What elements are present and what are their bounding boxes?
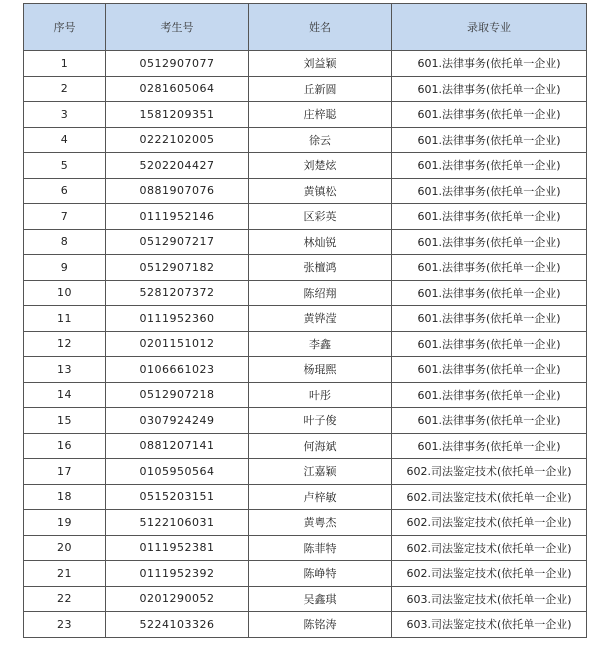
cell-seq: 19: [24, 510, 106, 536]
cell-seq: 8: [24, 229, 106, 255]
cell-major: 601.法律事务(依托单一企业): [392, 178, 587, 204]
table-row: [24, 408, 587, 434]
cell-seq: 2: [24, 76, 106, 102]
cell-exam-no: 0111952392: [106, 561, 249, 587]
cell-name: 陈铭涛: [249, 612, 392, 638]
cell-major: 601.法律事务(依托单一企业): [392, 204, 587, 230]
cell-exam-no: 0201151012: [106, 331, 249, 357]
cell-major: 601.法律事务(依托单一企业): [392, 229, 587, 255]
admission-table: [23, 3, 587, 638]
table-row: [24, 535, 587, 561]
cell-seq: 21: [24, 561, 106, 587]
cell-seq: 15: [24, 408, 106, 434]
table-row: [24, 306, 587, 332]
cell-major: 601.法律事务(依托单一企业): [392, 331, 587, 357]
table-row: [24, 331, 587, 357]
cell-seq: 17: [24, 459, 106, 485]
cell-name: 徐云: [249, 127, 392, 153]
cell-exam-no: 0512907182: [106, 255, 249, 281]
cell-major: 602.司法鉴定技术(依托单一企业): [392, 484, 587, 510]
cell-name: 叶彤: [249, 382, 392, 408]
table-row: [24, 127, 587, 153]
table-row: [24, 612, 587, 638]
cell-major: 603.司法鉴定技术(依托单一企业): [392, 612, 587, 638]
cell-major: 601.法律事务(依托单一企业): [392, 357, 587, 383]
cell-exam-no: 0512907077: [106, 51, 249, 77]
cell-name: 刘益颖: [249, 51, 392, 77]
cell-major: 601.法律事务(依托单一企业): [392, 255, 587, 281]
table-row: [24, 178, 587, 204]
cell-major: 601.法律事务(依托单一企业): [392, 102, 587, 128]
table-header: [24, 4, 587, 51]
cell-major: 601.法律事务(依托单一企业): [392, 382, 587, 408]
table-row: [24, 510, 587, 536]
cell-major: 602.司法鉴定技术(依托单一企业): [392, 510, 587, 536]
cell-exam-no: 0512907217: [106, 229, 249, 255]
cell-major: 601.法律事务(依托单一企业): [392, 76, 587, 102]
cell-name: 何海斌: [249, 433, 392, 459]
cell-exam-no: 0515203151: [106, 484, 249, 510]
cell-name: 张檀鸿: [249, 255, 392, 281]
cell-name: 陈菲特: [249, 535, 392, 561]
table-row: [24, 586, 587, 612]
table-row: [24, 76, 587, 102]
cell-name: 林灿锐: [249, 229, 392, 255]
cell-seq: 11: [24, 306, 106, 332]
cell-major: 601.法律事务(依托单一企业): [392, 51, 587, 77]
cell-seq: 20: [24, 535, 106, 561]
cell-name: 李鑫: [249, 331, 392, 357]
cell-seq: 14: [24, 382, 106, 408]
cell-exam-no: 0881207141: [106, 433, 249, 459]
cell-seq: 10: [24, 280, 106, 306]
table-row: [24, 433, 587, 459]
table-row: [24, 484, 587, 510]
cell-seq: 1: [24, 51, 106, 77]
table-row: [24, 561, 587, 587]
cell-name: 江嘉颖: [249, 459, 392, 485]
cell-exam-no: 5281207372: [106, 280, 249, 306]
cell-seq: 4: [24, 127, 106, 153]
cell-major: 601.法律事务(依托单一企业): [392, 127, 587, 153]
cell-name: 叶子俊: [249, 408, 392, 434]
cell-seq: 22: [24, 586, 106, 612]
cell-seq: 6: [24, 178, 106, 204]
cell-exam-no: 0222102005: [106, 127, 249, 153]
cell-exam-no: 5122106031: [106, 510, 249, 536]
cell-major: 601.法律事务(依托单一企业): [392, 280, 587, 306]
cell-major: 601.法律事务(依托单一企业): [392, 433, 587, 459]
cell-seq: 5: [24, 153, 106, 179]
cell-seq: 7: [24, 204, 106, 230]
cell-major: 602.司法鉴定技术(依托单一企业): [392, 561, 587, 587]
table-row: [24, 102, 587, 128]
cell-name: 陈绍翔: [249, 280, 392, 306]
cell-name: 吴鑫琪: [249, 586, 392, 612]
cell-seq: 12: [24, 331, 106, 357]
cell-exam-no: 0111952146: [106, 204, 249, 230]
cell-seq: 16: [24, 433, 106, 459]
header-seq: 序号: [24, 4, 106, 51]
table-row: [24, 153, 587, 179]
cell-major: 602.司法鉴定技术(依托单一企业): [392, 535, 587, 561]
cell-exam-no: 0106661023: [106, 357, 249, 383]
cell-seq: 13: [24, 357, 106, 383]
cell-name: 陈峥特: [249, 561, 392, 587]
cell-name: 杨琨熙: [249, 357, 392, 383]
table-row: [24, 204, 587, 230]
cell-exam-no: 0111952360: [106, 306, 249, 332]
cell-exam-no: 0881907076: [106, 178, 249, 204]
cell-seq: 18: [24, 484, 106, 510]
cell-name: 黄粤杰: [249, 510, 392, 536]
cell-exam-no: 5224103326: [106, 612, 249, 638]
cell-seq: 23: [24, 612, 106, 638]
cell-seq: 9: [24, 255, 106, 281]
cell-seq: 3: [24, 102, 106, 128]
table-row: [24, 280, 587, 306]
cell-major: 601.法律事务(依托单一企业): [392, 153, 587, 179]
table-row: [24, 357, 587, 383]
table-row: [24, 382, 587, 408]
cell-name: 庄梓聪: [249, 102, 392, 128]
cell-exam-no: 0307924249: [106, 408, 249, 434]
cell-major: 602.司法鉴定技术(依托单一企业): [392, 459, 587, 485]
cell-exam-no: 1581209351: [106, 102, 249, 128]
cell-exam-no: 0281605064: [106, 76, 249, 102]
cell-name: 区彩英: [249, 204, 392, 230]
cell-exam-no: 0105950564: [106, 459, 249, 485]
cell-exam-no: 5202204427: [106, 153, 249, 179]
cell-exam-no: 0512907218: [106, 382, 249, 408]
cell-major: 601.法律事务(依托单一企业): [392, 306, 587, 332]
cell-name: 卢梓敏: [249, 484, 392, 510]
header-major: 录取专业: [392, 4, 587, 51]
cell-exam-no: 0201290052: [106, 586, 249, 612]
cell-name: 丘新圆: [249, 76, 392, 102]
table-row: [24, 229, 587, 255]
cell-major: 603.司法鉴定技术(依托单一企业): [392, 586, 587, 612]
cell-major: 601.法律事务(依托单一企业): [392, 408, 587, 434]
header-row: [24, 4, 587, 51]
table-row: [24, 255, 587, 281]
table-row: [24, 51, 587, 77]
table-row: [24, 459, 587, 485]
cell-exam-no: 0111952381: [106, 535, 249, 561]
cell-name: 刘楚炫: [249, 153, 392, 179]
header-exam-no: 考生号: [106, 4, 249, 51]
cell-name: 黄镇松: [249, 178, 392, 204]
cell-name: 黄铧滢: [249, 306, 392, 332]
header-name: 姓名: [249, 4, 392, 51]
table-body: [24, 51, 587, 638]
